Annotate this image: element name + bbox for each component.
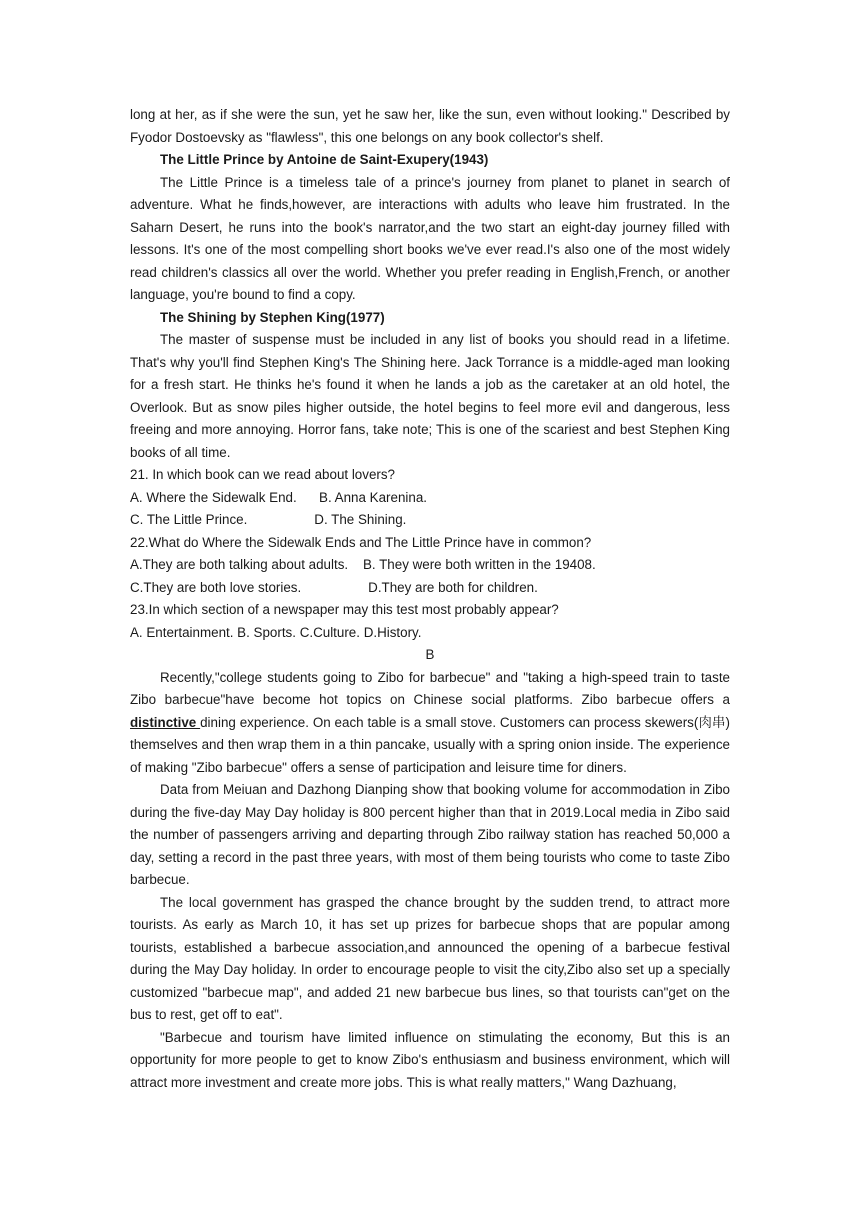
section-b-label: B (425, 647, 435, 662)
vocabulary-keyword: distinctive (130, 714, 201, 730)
question-21-options-cd: C. The Little Prince. D. The Shining. (130, 512, 407, 527)
question-22: 22.What do Where the Sidewalk Ends and The Little Prince have in common? (130, 534, 592, 550)
document-page (130, 104, 730, 1094)
paragraph-1-text-end: dining experience. On each table is a small stove. Customers can process skewers(肉串) themselves and then wrap them in a thin pancake, usually with a spring onion inside. The experience of making "Zibo barbecue" offers a sense of participation and leisure time for diners. (130, 714, 730, 775)
question-22-options-ab: A.They are both talking about adults. B. They were both written in the 19408. (130, 557, 596, 572)
little-prince-paragraph: The Little Prince is a timeless tale of a prince's journey from planet to planet in search of adventure. What he finds,however, are interactions with adults who leave him frustrated. In the Saharn Desert, he runs into the book's narrator,and the two start an eight-day journey filled with lessons. It's one of the most compelling short books we've ever read.I's also one of the most widely read children's classics all over the world. Whether you prefer reading in English,French, or another language, you're bound to find a copy. (130, 174, 730, 302)
section-b-paragraph-2: Data from Meiuan and Dazhong Dianping show that booking volume for accommodation in Zibo during the five-day May Day holiday is 800 percent higher than that in 2019.Local media in Zibo said the number of passengers arriving and departing through Zibo railway station has reached 50,000 a day, setting a record in the past three years, with most of them being tourists who come to taste Zibo barbecue. (130, 782, 730, 887)
question-23: 23.In which section of a newspaper may this test most probably appear? (130, 602, 559, 617)
section-b-paragraph-3: The local government has grasped the chance brought by the sudden trend, to attract more tourists. As early as March 10, it has set up prizes for barbecue shops that are popular among tourists, established a barbecue association,and announced the opening of a barbecue festival during the May Day holiday. In order to encourage people to visit the city,Zibo also set up a specially customized "barbecue map", and added 21 new barbecue bus lines, so that tourists can"get on the bus to rest, get off to eat". (130, 894, 730, 1022)
section-b-paragraph-1 (130, 667, 730, 780)
little-prince-heading: The Little Prince by Antoine de Saint-Exupery(1943) (160, 152, 489, 167)
question-22-options-cd: C.They are both love stories. D.They are both for children. (130, 579, 538, 595)
shining-heading: The Shining by Stephen King(1977) (160, 309, 385, 325)
question-21-options-ab: A. Where the Sidewalk End. B. Anna Karenina. (130, 489, 427, 505)
paragraph-1-text-start: Recently,"college students going to Zibo for barbecue" and "taking a high-speed train to taste Zibo barbecue"have become hot topics on Chinese social platforms. Zibo barbecue offers a (130, 669, 730, 707)
shining-paragraph: The master of suspense must be included in any list of books you should read in a lifetime. That's why you'll find Stephen King's The Shining here. Jack Torrance is a middle-aged man looking for a fresh start. He thinks he's found it when he lands a job as the caretaker at an old hotel, the Overlook. But as snow piles higher outside, the hotel begins to feel more evil and dangerous, less freeing and more annoying. Horror fans, take note; This is one of the scariest and best Stephen King books of all time. (130, 332, 730, 460)
question-23-options: A. Entertainment. B. Sports. C.Culture. D.History. (130, 624, 422, 640)
book-intro-end: long at her, as if she were the sun, yet he saw her, like the sun, even without looking." Described by Fyodor Dostoevsky as "flawless", this one belongs on any book collector's shelf. (130, 107, 730, 145)
section-b-paragraph-4: "Barbecue and tourism have limited influence on stimulating the economy, But this is an opportunity for more people to get to know Zibo's enthusiasm and business environment, which will attract more investment and create more jobs. This is what really matters," Wang Dazhuang, (130, 1029, 730, 1090)
question-21: 21. In which book can we read about lovers? (130, 467, 396, 482)
